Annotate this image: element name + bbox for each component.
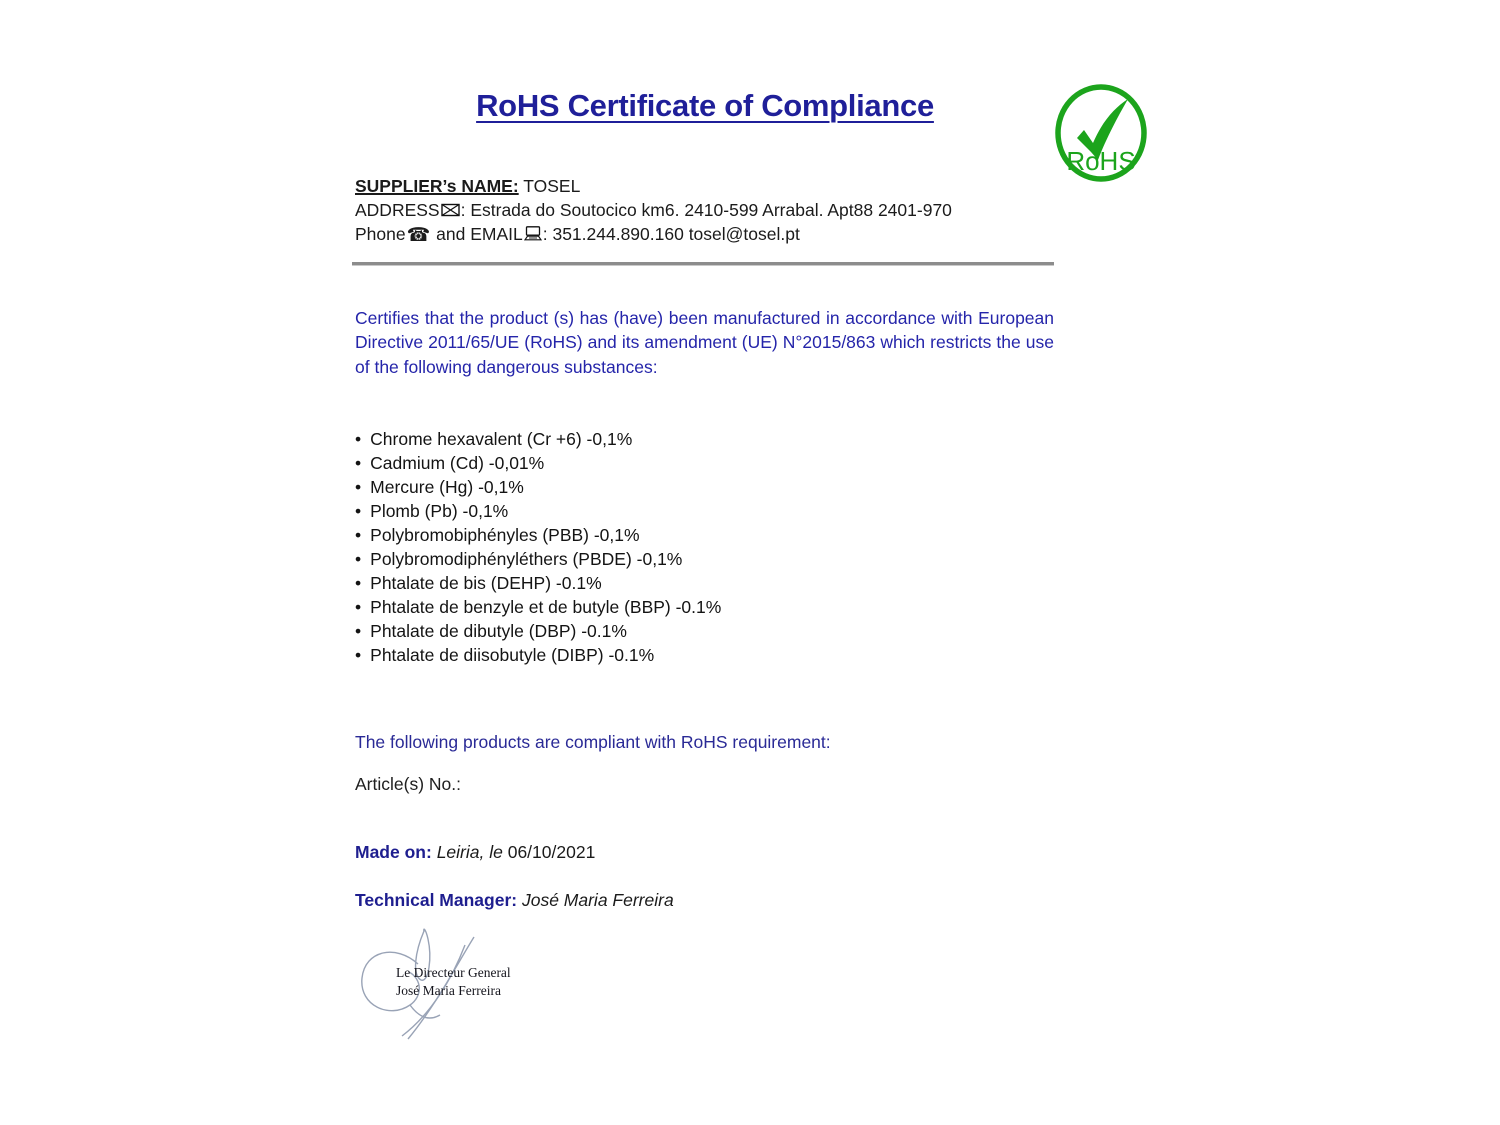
certification-statement: Certifies that the product (s) has (have) been manufactured in accordance with European Directive 2011/65/UE (RoHS) and its amendment (UE) N°2015/863 which restricts the use of the following dangerous substances: bbox=[355, 308, 1054, 377]
manager-name: José Maria Ferreira bbox=[521, 890, 674, 910]
substance-item: • Phtalate de bis (DEHP) -0.1% bbox=[355, 571, 721, 595]
substance-item: • Plomb (Pb) -0,1% bbox=[355, 499, 721, 523]
substance-item: • Phtalate de dibutyle (DBP) -0.1% bbox=[355, 619, 721, 643]
contact-value: : 351.244.890.160 tosel@tosel.pt bbox=[542, 224, 800, 244]
made-on-date: 06/10/2021 bbox=[507, 842, 596, 862]
divider-line bbox=[352, 262, 1054, 266]
phone-icon: ☎ bbox=[406, 225, 431, 246]
made-on-line bbox=[355, 842, 595, 863]
signature-name: José Maria Ferreira bbox=[396, 983, 501, 998]
rohs-logo-label: RoHS bbox=[1066, 146, 1136, 176]
substance-item: • Chrome hexavalent (Cr +6) -0,1% bbox=[355, 427, 721, 451]
supplier-contact-line bbox=[355, 222, 952, 248]
substance-item: • Polybromobiphényles (PBB) -0,1% bbox=[355, 523, 721, 547]
email-label: and EMAIL bbox=[436, 224, 523, 244]
substance-item: • Phtalate de diisobutyle (DIBP) -0.1% bbox=[355, 643, 721, 667]
compliance-statement: The following products are compliant with RoHS requirement: bbox=[355, 732, 831, 752]
signature-title: Le Directeur General bbox=[396, 965, 511, 980]
envelope-icon bbox=[441, 203, 460, 217]
supplier-name-value: TOSEL bbox=[523, 176, 581, 196]
address-value: : Estrada do Soutocico km6. 2410-599 Arrabal. Apt88 2401-970 bbox=[460, 200, 952, 220]
supplier-name-line bbox=[355, 174, 952, 198]
supplier-block bbox=[355, 174, 952, 248]
made-on-label: Made on: bbox=[355, 842, 432, 862]
signature-text bbox=[396, 964, 511, 1000]
computer-icon bbox=[524, 226, 542, 241]
technical-manager-line bbox=[355, 890, 674, 911]
substance-item: • Mercure (Hg) -0,1% bbox=[355, 475, 721, 499]
page-title: RoHS Certificate of Compliance bbox=[476, 88, 934, 123]
substance-item: • Cadmium (Cd) -0,01% bbox=[355, 451, 721, 475]
supplier-name-label: SUPPLIER’s NAME: bbox=[355, 176, 519, 196]
substances-list bbox=[355, 427, 721, 667]
substance-item: • Phtalate de benzyle et de butyle (BBP) -0.1% bbox=[355, 595, 721, 619]
phone-label: Phone bbox=[355, 224, 406, 244]
address-label: ADDRESS bbox=[355, 200, 440, 220]
supplier-address-line bbox=[355, 198, 952, 222]
substance-item: • Polybromodiphényléthers (PBDE) -0,1% bbox=[355, 547, 721, 571]
rohs-logo bbox=[1053, 84, 1149, 182]
signature-block bbox=[352, 918, 572, 1058]
made-on-place: Leiria, le bbox=[436, 842, 503, 862]
manager-label: Technical Manager: bbox=[355, 890, 518, 910]
articles-label: Article(s) No.: bbox=[355, 774, 461, 794]
